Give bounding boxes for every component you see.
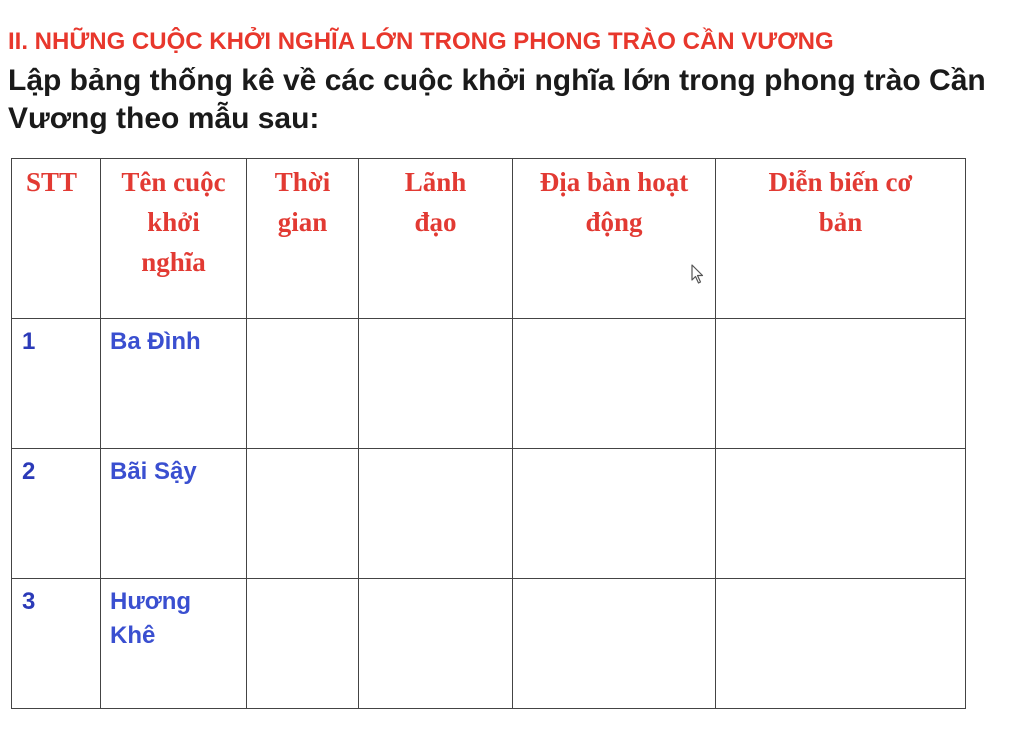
- row-stt: 3: [12, 579, 101, 709]
- row-uprising-name: Hương Khê: [101, 579, 247, 709]
- row-events-cell: [716, 319, 966, 449]
- row-time-cell: [247, 579, 359, 709]
- row-leader-cell: [359, 449, 513, 579]
- header-time: Thời gian: [247, 159, 359, 319]
- header-uprising-name: Tên cuộc khởi nghĩa: [101, 159, 247, 319]
- section-heading: II. NHỮNG CUỘC KHỞI NGHĨA LỚN TRONG PHONG TRÀO CẦN VƯƠNG: [8, 28, 834, 55]
- table-header-row: [12, 159, 966, 319]
- row-area-cell: [513, 319, 716, 449]
- mouse-pointer-icon: [691, 264, 705, 284]
- header-leader: Lãnh đạo: [359, 159, 513, 319]
- row-leader-cell: [359, 579, 513, 709]
- row-uprising-name: Ba Đình: [101, 319, 247, 449]
- row-time-cell: [247, 449, 359, 579]
- table-row: [12, 579, 966, 709]
- instruction-text: Lập bảng thống kê về các cuộc khởi nghĩa lớn trong phong trào Cần Vương theo mẫu sau:: [8, 64, 986, 135]
- header-events: Diễn biến cơ bản: [716, 159, 966, 319]
- row-time-cell: [247, 319, 359, 449]
- uprisings-table: [11, 158, 966, 709]
- table-row: [12, 449, 966, 579]
- table-row: [12, 319, 966, 449]
- row-uprising-name: Bãi Sậy: [101, 449, 247, 579]
- row-area-cell: [513, 449, 716, 579]
- row-stt: 2: [12, 449, 101, 579]
- row-area-cell: [513, 579, 716, 709]
- row-leader-cell: [359, 319, 513, 449]
- header-stt: STT: [12, 159, 101, 319]
- row-events-cell: [716, 579, 966, 709]
- row-stt: 1: [12, 319, 101, 449]
- row-events-cell: [716, 449, 966, 579]
- header-area: Địa bàn hoạt động: [513, 159, 716, 319]
